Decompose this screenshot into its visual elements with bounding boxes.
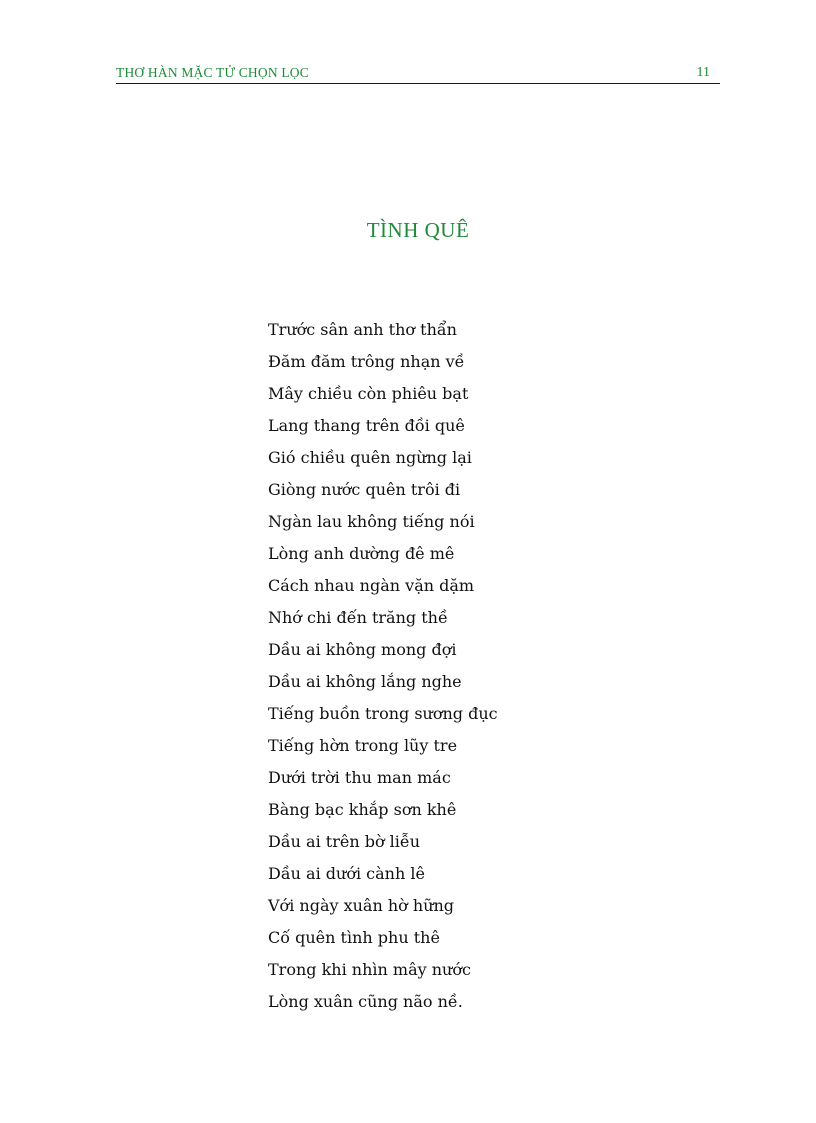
poem-line: Dưới trời thu man mác: [268, 768, 451, 787]
poem-line: Đăm đăm trông nhạn về: [268, 352, 465, 371]
poem-line: Lang thang trên đồi quê: [268, 416, 465, 435]
running-title: THƠ HÀN MẶC TỬ CHỌN LỌC: [116, 65, 309, 80]
running-header: [116, 62, 720, 84]
poem-line: Dầu ai không mong đợi: [268, 640, 457, 659]
poem-line: Với ngày xuân hờ hững: [268, 896, 455, 915]
poem-line: Nhớ chi đến trăng thề: [268, 608, 448, 627]
poem-line: Gió chiều quên ngừng lại: [268, 448, 472, 467]
poem-line: Tiếng buồn trong sương đục: [268, 704, 498, 723]
page-number: 11: [696, 65, 710, 80]
poem-line: Lòng xuân cũng não nề.: [268, 992, 463, 1011]
poem-line: Dầu ai dưới cành lê: [268, 864, 425, 883]
poem-line: Dầu ai không lắng nghe: [268, 672, 462, 691]
poem-line: Ngàn lau không tiếng nói: [268, 512, 475, 531]
poem-line: Tiếng hờn trong lũy tre: [268, 736, 458, 755]
poem-title: TÌNH QUÊ: [366, 218, 470, 242]
poem-line: Dầu ai trên bờ liễu: [268, 832, 421, 851]
poem-line: Lòng anh dường đê mê: [268, 544, 455, 563]
poem-body: [268, 314, 498, 1018]
poem-line: Cố quên tình phu thê: [268, 928, 440, 947]
poem-line: Giòng nước quên trôi đi: [268, 480, 461, 499]
poem-line: Mây chiều còn phiêu bạt: [268, 384, 469, 403]
poem-line: Trước sân anh thơ thẩn: [268, 320, 457, 339]
poem-line: Bàng bạc khắp sơn khê: [268, 800, 457, 819]
poem-line: Cách nhau ngàn vặn dặm: [268, 576, 475, 595]
poem-line: Trong khi nhìn mây nước: [268, 960, 471, 979]
